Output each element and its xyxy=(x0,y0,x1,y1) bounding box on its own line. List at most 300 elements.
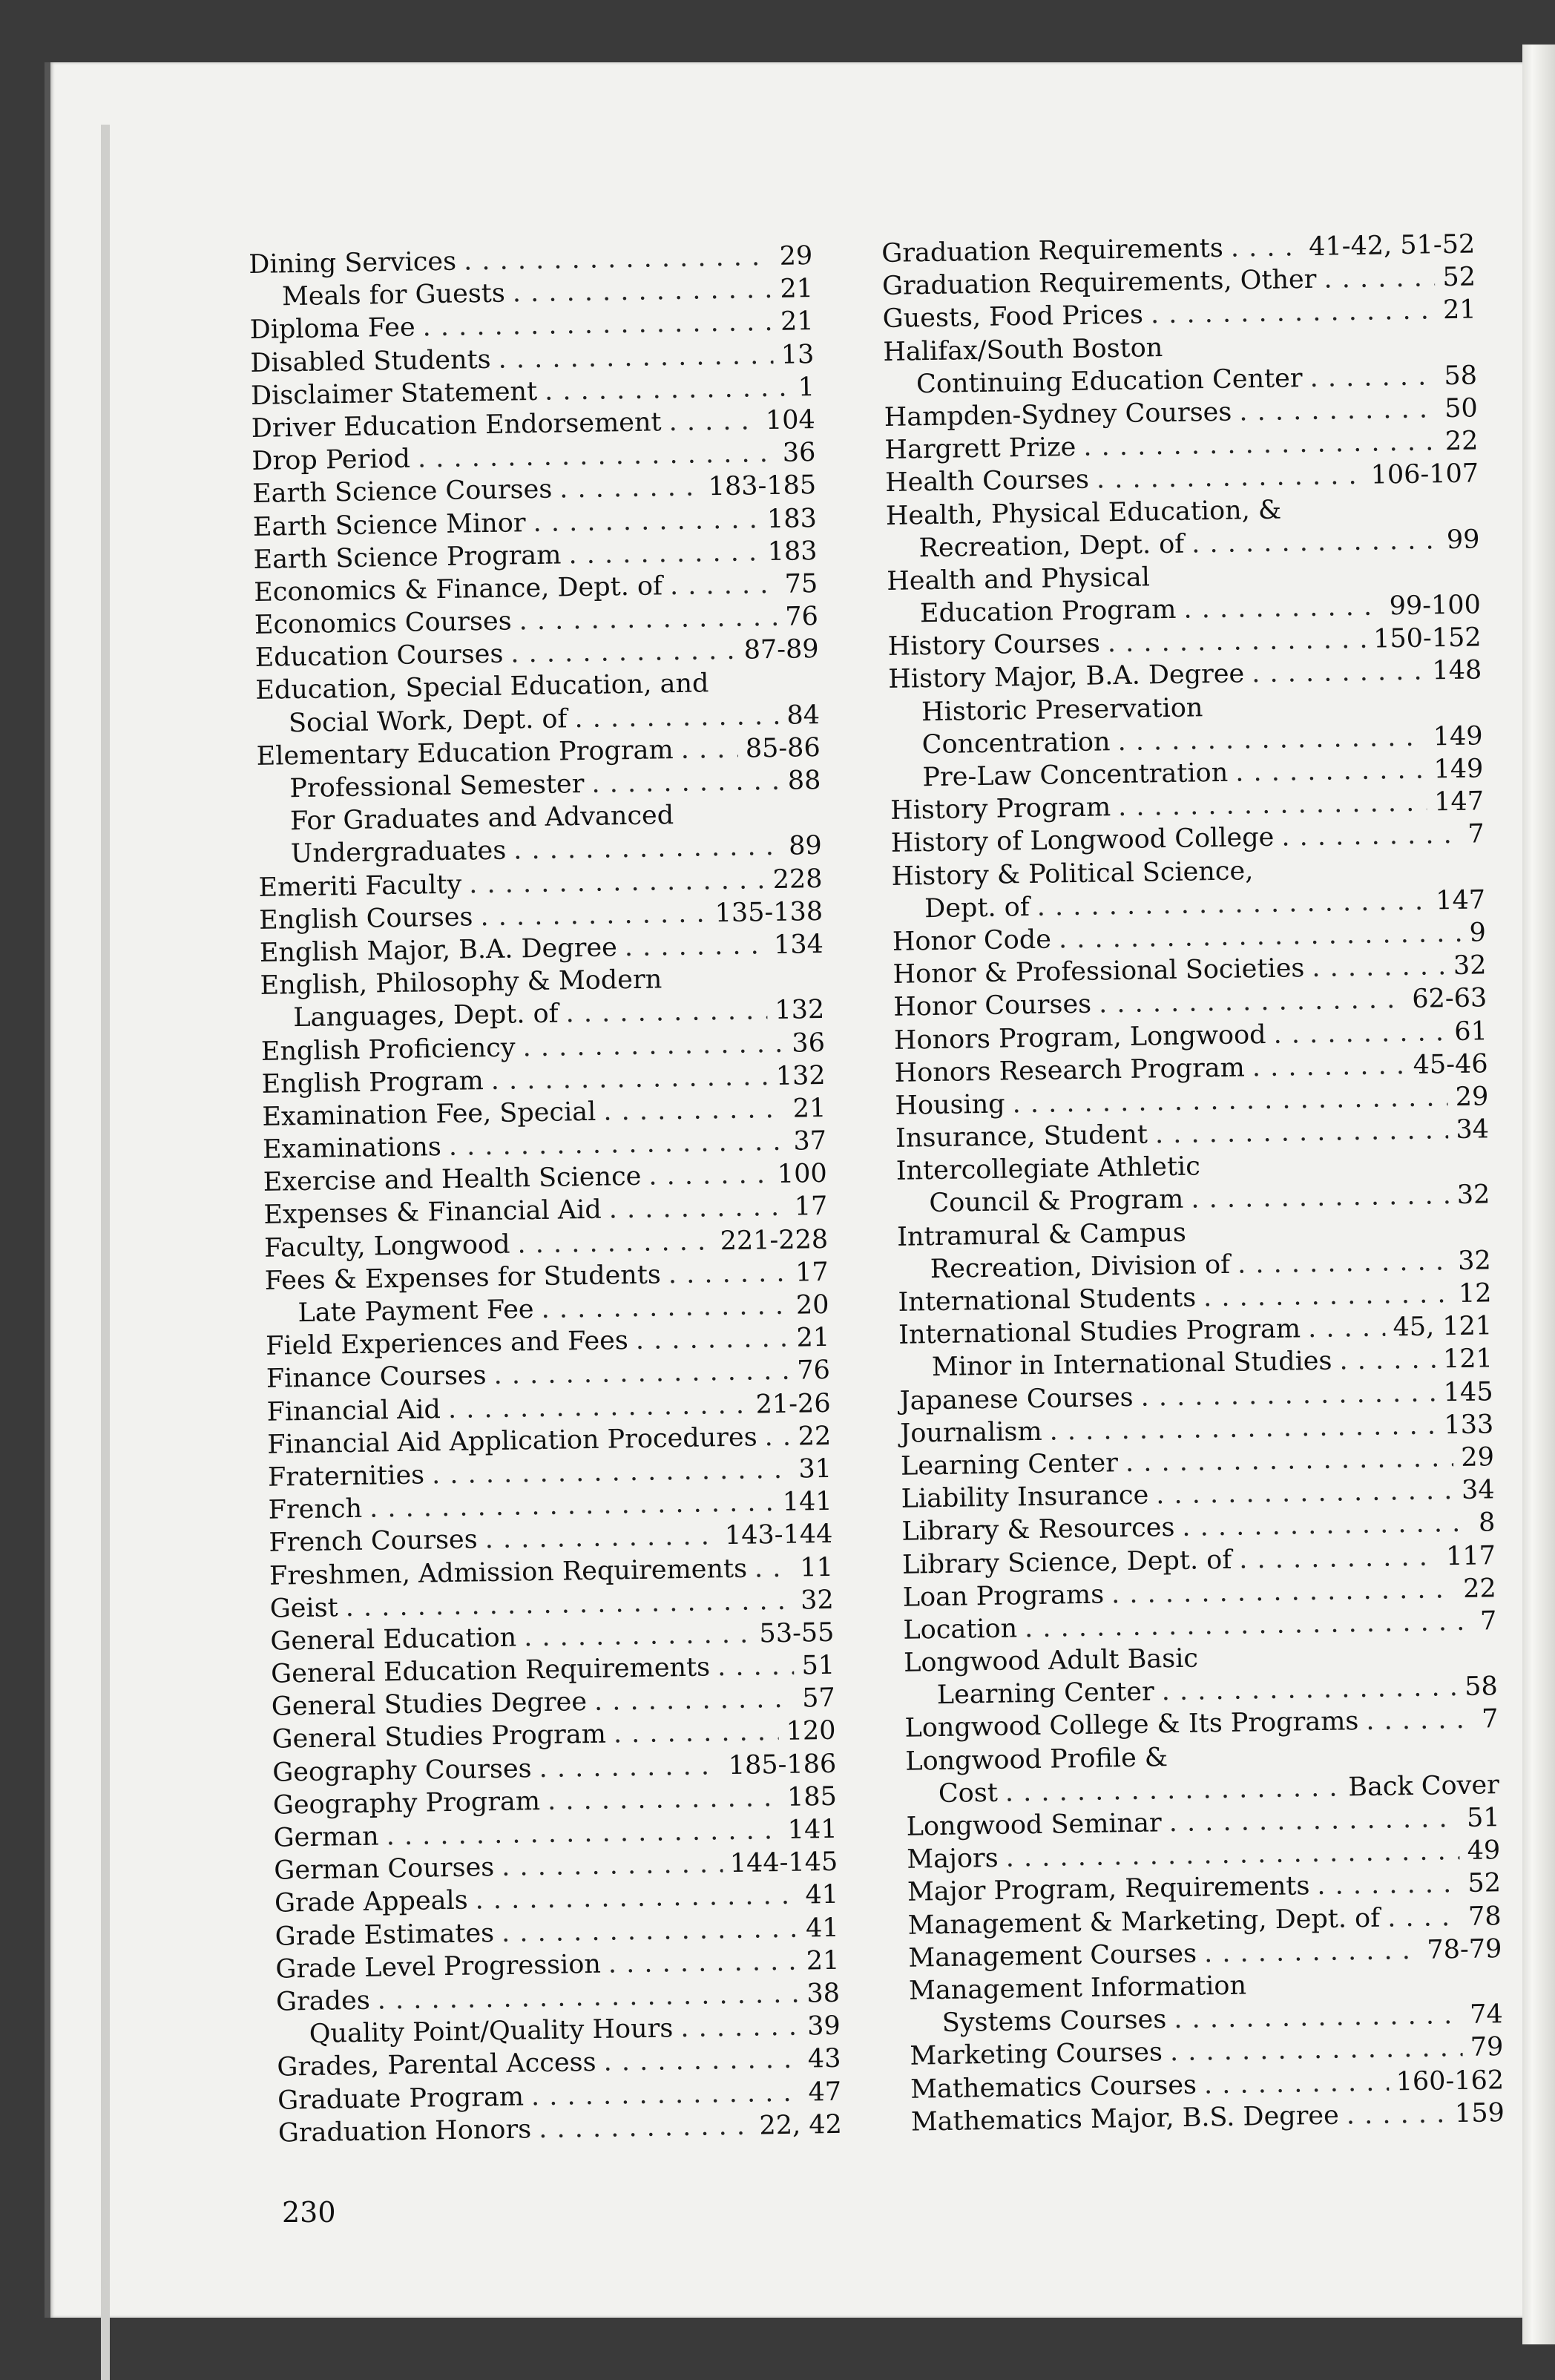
index-entry-pages: 185-186 xyxy=(728,1749,837,1781)
index-entry-label: French xyxy=(268,1493,363,1525)
index-entry-label: Economics Courses xyxy=(254,606,512,640)
dot-leader xyxy=(545,371,791,407)
dot-leader xyxy=(1317,1867,1461,1902)
index-entry-label: Grade Appeals xyxy=(274,1886,468,1919)
index-entry-label: Location xyxy=(903,1614,1018,1646)
index-entry-pages: 87-89 xyxy=(743,634,819,665)
index-entry-label: English Major, B.A. Degree xyxy=(259,933,618,968)
dot-leader xyxy=(548,1781,780,1818)
index-entry-label: Health and Physical xyxy=(886,562,1151,596)
index-entry-pages: 13 xyxy=(780,339,815,370)
index-column-right xyxy=(881,228,1505,2138)
dot-leader xyxy=(418,437,776,476)
index-entry-label: Health Courses xyxy=(884,464,1090,499)
index-entry-label: Majors xyxy=(907,1843,999,1875)
index-entry-pages: 9 xyxy=(1469,918,1487,948)
index-entry-pages: 32 xyxy=(1457,1246,1492,1276)
index-entry-pages: 141 xyxy=(782,1486,832,1518)
index-entry-label: Longwood Seminar xyxy=(906,1808,1163,1842)
dot-leader xyxy=(539,2109,752,2146)
dot-leader xyxy=(1366,1703,1475,1738)
index-entry-pages: 51 xyxy=(801,1650,835,1681)
index-entry-label: Loan Programs xyxy=(902,1579,1105,1613)
index-entry-label: Mathematics Major, B.S. Degree xyxy=(910,2100,1340,2137)
index-entry-pages: 29 xyxy=(779,241,813,272)
index-entry-pages: 38 xyxy=(806,1978,841,2009)
index-entry-pages: 79 xyxy=(1470,2032,1504,2063)
dot-leader xyxy=(1204,1934,1420,1970)
index-entry-pages: 21 xyxy=(780,306,814,338)
index-entry-label: Fraternities xyxy=(267,1460,425,1493)
index-entry-label: Examinations xyxy=(262,1132,442,1165)
index-entry-pages: 183 xyxy=(767,536,818,567)
index-entry-pages: 7 xyxy=(1481,1704,1499,1735)
dot-leader xyxy=(1252,655,1425,691)
dot-leader xyxy=(1140,1376,1436,1413)
index-entry-label: Social Work, Dept. of xyxy=(288,703,568,738)
index-entry-pages: 21 xyxy=(1442,295,1476,326)
dot-leader xyxy=(1125,1442,1454,1479)
index-entry-label: Graduation Honors xyxy=(277,2114,532,2149)
index-entry-label: Intramural & Campus xyxy=(896,1217,1187,1252)
dot-leader xyxy=(1111,1573,1456,1611)
dot-leader xyxy=(519,601,778,638)
index-entry-label: German xyxy=(273,1821,379,1853)
index-entry-label: Guests, Food Prices xyxy=(882,300,1144,335)
index-entry-label: Graduate Program xyxy=(277,2081,525,2116)
index-entry-label: History Courses xyxy=(887,628,1101,663)
book-spine xyxy=(1522,45,1555,2344)
dot-leader xyxy=(432,1453,792,1492)
index-entry-pages: 74 xyxy=(1469,1999,1504,2030)
index-entry-pages: 47 xyxy=(808,2077,842,2107)
index-entry-label: Grades, Parental Access xyxy=(277,2048,596,2083)
index-entry-label: General Education xyxy=(270,1623,517,1657)
dot-leader xyxy=(1339,1344,1436,1378)
index-entry-pages: 150-152 xyxy=(1372,622,1482,654)
index-entry-pages: 62-63 xyxy=(1412,983,1487,1015)
index-entry-label: Library Science, Dept. of xyxy=(901,1545,1232,1580)
index-entry-label: Education Courses xyxy=(254,639,504,674)
index-entry-label: English, Philosophy & Modern xyxy=(260,964,663,1001)
index-entry-label: Economics & Finance, Dept. of xyxy=(253,571,663,608)
index-entry-label: History Major, B.A. Degree xyxy=(888,659,1245,695)
index-entry-label: Quality Point/Quality Hours xyxy=(309,2014,674,2050)
dot-leader xyxy=(1097,459,1364,496)
index-entry-pages: 143-144 xyxy=(724,1519,833,1551)
index-entry-label: Recreation, Division of xyxy=(930,1249,1231,1284)
dot-leader xyxy=(1174,1999,1463,2036)
index-entry-pages: 121 xyxy=(1442,1344,1493,1375)
dot-leader xyxy=(1161,1671,1457,1708)
index-entry-pages: 29 xyxy=(1461,1442,1495,1473)
index-entry-label: Japanese Courses xyxy=(899,1382,1134,1416)
dot-leader xyxy=(764,1420,791,1453)
dot-leader xyxy=(1324,261,1436,296)
dot-leader xyxy=(591,765,780,801)
index-entry-pages: 12 xyxy=(1458,1278,1492,1309)
dot-leader xyxy=(1191,1180,1450,1217)
dot-leader xyxy=(608,1945,800,1980)
index-entry-label: Recreation, Dept. of xyxy=(918,529,1185,563)
dot-leader xyxy=(1005,1771,1341,1809)
index-entry-label: Finance Courses xyxy=(266,1361,487,1395)
index-entry-pages: 45, 121 xyxy=(1393,1311,1493,1343)
index-entry-label: Earth Science Program xyxy=(253,540,562,575)
dot-leader xyxy=(568,536,760,571)
index-entry-pages: 61 xyxy=(1454,1016,1488,1047)
index-entry-pages: 145 xyxy=(1443,1376,1493,1407)
index-entry-pages: 58 xyxy=(1464,1671,1499,1703)
index-entry-label: Driver Education Endorsement xyxy=(251,407,662,444)
index-entry-label: Mathematics Courses xyxy=(910,2070,1197,2105)
dot-leader xyxy=(464,240,772,278)
dot-leader xyxy=(614,1715,779,1751)
index-entry-pages: 185 xyxy=(786,1781,838,1812)
index-entry-pages: 45-46 xyxy=(1413,1048,1488,1080)
index-entry-label: Historic Preservation xyxy=(921,692,1203,727)
index-entry-label: Earth Science Courses xyxy=(252,474,553,510)
index-entry-pages: 22 xyxy=(1444,426,1479,457)
index-entry-pages: 78-79 xyxy=(1427,1933,1502,1965)
index-entry-pages: 17 xyxy=(795,1257,829,1288)
index-entry-pages: 160-162 xyxy=(1395,2065,1505,2097)
index-entry-label: Education Program xyxy=(919,594,1177,629)
index-entry-label: Examination Fee, Special xyxy=(262,1097,596,1132)
dot-leader xyxy=(668,1257,788,1292)
dot-leader xyxy=(574,699,780,735)
index-entry-label: Honor & Professional Societies xyxy=(892,953,1305,990)
dot-leader xyxy=(493,1355,789,1392)
index-entry-label: Learning Center xyxy=(936,1677,1155,1711)
index-entry-pages: 228 xyxy=(772,864,823,895)
index-entry-pages: 37 xyxy=(793,1125,827,1157)
index-entry-label: Continuing Education Center xyxy=(915,363,1303,400)
index-entry-pages: 7 xyxy=(1479,1606,1497,1637)
index-entry-pages: 41 xyxy=(805,1913,839,1944)
dot-leader xyxy=(717,1650,795,1684)
index-entry-pages: 133 xyxy=(1444,1409,1494,1441)
dot-leader xyxy=(1083,425,1438,464)
dot-leader xyxy=(531,2076,801,2113)
index-entry-label: History of Longwood College xyxy=(890,823,1275,859)
index-entry-pages: 7 xyxy=(1467,819,1485,850)
index-entry-label: Graduation Requirements xyxy=(881,233,1224,269)
index-entry-pages: 36 xyxy=(792,1028,826,1059)
index-entry-label: Freshmen, Admission Requirements xyxy=(269,1554,748,1591)
index-entry-label: Concentration xyxy=(921,727,1111,760)
index-entry-label: Languages, Dept. of xyxy=(292,999,559,1033)
dot-leader xyxy=(1183,591,1382,626)
dot-leader xyxy=(1239,392,1438,428)
dot-leader xyxy=(635,1322,789,1357)
dot-leader xyxy=(448,1388,749,1426)
dot-leader xyxy=(1170,2031,1464,2068)
index-entry-pages: 147 xyxy=(1436,885,1486,916)
dot-leader xyxy=(1308,1312,1386,1346)
index-entry-pages: 50 xyxy=(1444,393,1479,424)
dot-leader xyxy=(484,1520,717,1556)
dot-leader xyxy=(1168,1802,1459,1839)
dot-leader xyxy=(502,1847,723,1884)
index-entry-pages: 106-107 xyxy=(1370,458,1479,490)
index-entry-label: Exercise and Health Science xyxy=(263,1162,642,1198)
index-entry-label: History Program xyxy=(890,792,1111,826)
index-entry-pages: 100 xyxy=(777,1159,827,1190)
dot-leader xyxy=(480,897,708,933)
index-entry-label: Dept. of xyxy=(924,892,1030,924)
index-entry-label: Hampden-Sydney Courses xyxy=(884,397,1232,433)
index-entry-pages: 58 xyxy=(1444,361,1478,391)
index-entry-label: Honor Courses xyxy=(892,989,1092,1023)
index-entry-pages: 32 xyxy=(1456,1180,1490,1211)
index-entry-label: Insurance, Student xyxy=(895,1120,1148,1154)
index-entry-pages: 22, 42 xyxy=(759,2109,843,2141)
index-entry-label: English Program xyxy=(261,1065,484,1099)
index-entry-label: Honors Research Program xyxy=(894,1053,1246,1088)
index-entry-pages: 76 xyxy=(785,602,819,632)
index-entry-pages: 120 xyxy=(786,1716,836,1747)
index-entry-label: Longwood Profile & xyxy=(904,1742,1168,1777)
index-entry-label: Education, Special Education, and xyxy=(255,668,709,706)
dot-leader xyxy=(1203,1278,1451,1314)
index-entry-pages: 221-228 xyxy=(720,1224,829,1256)
dot-leader xyxy=(1235,754,1427,789)
index-entry-pages: 85-86 xyxy=(745,732,821,764)
dot-leader xyxy=(1182,1507,1471,1544)
dot-leader xyxy=(1108,623,1367,660)
index-entry-pages: 144-145 xyxy=(729,1847,838,1879)
index-entry-label: Library & Resources xyxy=(901,1513,1175,1548)
dot-leader xyxy=(475,1879,798,1917)
index-entry-label: International Studies Program xyxy=(898,1314,1301,1351)
dot-leader xyxy=(498,338,774,375)
index-entry-label: Management & Marketing, Dept. of xyxy=(907,1903,1381,1941)
index-entry-label: Intercollegiate Athletic xyxy=(895,1151,1201,1187)
index-entry-label: Health, Physical Education, & xyxy=(885,495,1282,531)
dot-leader xyxy=(1281,818,1461,854)
index-entry-label: Meals for Guests xyxy=(281,278,506,312)
dot-leader xyxy=(522,1027,784,1064)
index-entry-label: German Courses xyxy=(274,1853,495,1886)
index-entry-pages: 21 xyxy=(796,1323,830,1353)
dot-leader xyxy=(1230,231,1301,265)
index-entry-label: English Proficiency xyxy=(260,1032,516,1067)
index-entry-pages: 132 xyxy=(775,1060,826,1091)
dot-leader xyxy=(755,1551,793,1585)
index-entry-label: Longwood Adult Basic xyxy=(903,1643,1199,1678)
dot-leader xyxy=(422,306,773,344)
index-entry-pages: 17 xyxy=(794,1191,828,1223)
index-entry-pages: 21 xyxy=(792,1093,826,1124)
index-entry-label: Elementary Education Program xyxy=(256,734,674,772)
index-entry-pages: 84 xyxy=(786,700,821,731)
dot-leader xyxy=(533,503,760,539)
dot-leader xyxy=(517,1225,713,1260)
index-entry-pages: 49 xyxy=(1467,1835,1501,1867)
index-entry-pages: 51 xyxy=(1466,1803,1500,1833)
dot-leader xyxy=(1239,1540,1439,1576)
index-entry-label: History & Political Science, xyxy=(891,855,1254,892)
index-entry-label: Expenses & Financial Aid xyxy=(263,1195,602,1231)
index-entry-label: Financial Aid xyxy=(266,1394,441,1427)
dot-leader xyxy=(668,404,758,438)
index-entry-label: Grades xyxy=(275,1985,371,2017)
index-entry-pages: 104 xyxy=(765,404,816,436)
index-entry-label: Geography Courses xyxy=(272,1753,532,1788)
index-entry-pages: 78 xyxy=(1467,1901,1502,1932)
index-entry-label: Drop Period xyxy=(252,444,411,477)
index-entry-label: Honor Code xyxy=(892,924,1052,957)
index-entry-label: General Education Requirements xyxy=(270,1652,711,1689)
dot-leader xyxy=(680,733,738,766)
dot-leader xyxy=(1191,524,1439,560)
dot-leader xyxy=(1312,950,1446,984)
index-column-left xyxy=(249,240,842,2149)
index-entry-label: Undergraduates xyxy=(290,836,507,870)
index-entry-pages: 22 xyxy=(798,1421,832,1452)
index-entry-pages: 31 xyxy=(798,1453,832,1485)
page-number: 230 xyxy=(282,2196,336,2229)
dot-leader xyxy=(565,994,768,1030)
dot-leader xyxy=(608,1191,787,1226)
index-entry-label: General Studies Program xyxy=(272,1720,607,1755)
index-entry-pages: 21 xyxy=(806,1945,840,1976)
dot-leader xyxy=(1273,1016,1447,1051)
dot-leader xyxy=(603,2043,800,2079)
index-entry-pages: 148 xyxy=(1432,655,1482,686)
index-entry-label: Late Payment Fee xyxy=(297,1295,534,1329)
index-entry-label: Dining Services xyxy=(249,246,457,280)
index-entry-label: French Courses xyxy=(269,1525,479,1559)
index-entry-label: Earth Science Minor xyxy=(252,507,526,542)
index-entry-label: For Graduates and Advanced xyxy=(289,801,674,837)
dot-leader xyxy=(1387,1901,1462,1935)
index-entry-pages: 8 xyxy=(1478,1508,1496,1538)
dot-leader xyxy=(680,2011,800,2045)
dot-leader xyxy=(1099,983,1405,1021)
index-entry-pages: 41-42, 51-52 xyxy=(1308,229,1476,262)
index-entry-pages: 11 xyxy=(800,1552,834,1583)
dot-leader xyxy=(1117,720,1426,758)
index-entry-pages: 21 xyxy=(780,274,814,304)
index-entry-label: Management Information xyxy=(908,1970,1247,2006)
index-entry-pages: 147 xyxy=(1433,786,1485,818)
index-entry-pages: 135-138 xyxy=(714,896,823,928)
dot-leader xyxy=(1118,786,1427,824)
dot-leader xyxy=(448,1125,786,1163)
index-entry-label: Systems Courses xyxy=(941,2005,1167,2039)
dot-leader xyxy=(541,1289,789,1326)
index-entry-label: Council & Program xyxy=(929,1185,1184,1219)
dot-leader xyxy=(1252,1049,1406,1084)
index-entry-label: Emeriti Faculty xyxy=(258,870,462,903)
dot-leader xyxy=(513,830,782,867)
index-entry-pages: 20 xyxy=(795,1289,829,1321)
index-entry-pages: 149 xyxy=(1433,721,1483,752)
index-entry-pages: 53-55 xyxy=(759,1617,835,1649)
dot-leader xyxy=(1346,2097,1447,2131)
index-entry-label: International Students xyxy=(898,1283,1197,1318)
index-entry-pages: 132 xyxy=(775,995,825,1026)
dot-leader xyxy=(469,864,766,901)
index-entry-label: Geist xyxy=(269,1593,339,1624)
index-entry-label: Major Program, Requirements xyxy=(907,1871,1310,1908)
index-entry-pages: 57 xyxy=(801,1683,836,1714)
index-entry-pages: 76 xyxy=(796,1355,831,1386)
dot-leader xyxy=(1309,360,1437,395)
index-entry-pages: 21-26 xyxy=(755,1388,831,1420)
index-entry-pages: 43 xyxy=(807,2044,841,2074)
index-entry-label: Longwood College & Its Programs xyxy=(904,1706,1359,1744)
dot-leader xyxy=(502,1912,799,1949)
index-entry-label: Honors Program, Longwood xyxy=(893,1019,1266,1056)
index-entry-label: Journalism xyxy=(900,1416,1042,1449)
index-entry-pages: 183-185 xyxy=(708,470,817,502)
index-entry-label: Disclaimer Statement xyxy=(250,376,538,411)
index-entry-pages: 41 xyxy=(805,1880,839,1910)
index-entry-pages: 99-100 xyxy=(1389,590,1482,622)
index-entry-label: Faculty, Longwood xyxy=(263,1229,510,1263)
index-entry-label: Disabled Students xyxy=(250,344,491,378)
dot-leader xyxy=(512,273,772,310)
index-entry-pages: 32 xyxy=(800,1585,835,1616)
dot-leader xyxy=(1155,1114,1449,1151)
index-entry-label: Pre-Law Concentration xyxy=(922,757,1229,793)
index-entry-pages: Back Cover xyxy=(1347,1769,1500,1803)
index-entry-label: Housing xyxy=(895,1089,1005,1121)
index-entry-label: Learning Center xyxy=(900,1448,1119,1482)
index-entry-label: Hargrett Prize xyxy=(884,433,1076,466)
index-entry-label: Liability Insurance xyxy=(901,1480,1149,1514)
index-entry-pages: 99 xyxy=(1446,525,1480,555)
index-entry-label: Halifax/South Boston xyxy=(883,332,1163,367)
index-entry-pages: 141 xyxy=(787,1814,838,1845)
dot-leader xyxy=(670,568,778,602)
index-entry-pages: 88 xyxy=(787,765,821,796)
index-entry-pages: 52 xyxy=(1442,262,1476,293)
index-entry-pages: 149 xyxy=(1433,754,1484,785)
dot-leader xyxy=(1237,1245,1451,1281)
page-edge xyxy=(101,125,110,2380)
dot-leader xyxy=(603,1093,786,1128)
index-entry-pages: 34 xyxy=(1456,1114,1490,1145)
index-entry-label: Professional Semester xyxy=(289,769,585,804)
index-entry-pages: 1 xyxy=(798,372,815,403)
index-entry-label: English Courses xyxy=(258,902,473,936)
dot-leader xyxy=(648,1158,770,1193)
dot-leader xyxy=(1204,2065,1389,2101)
index-entry-pages: 75 xyxy=(784,568,818,599)
dot-leader xyxy=(510,634,737,671)
dot-leader xyxy=(539,1749,721,1785)
dot-leader xyxy=(1156,1474,1455,1512)
index-entry-label: General Studies Degree xyxy=(271,1687,588,1723)
index-entry-label: Diploma Fee xyxy=(249,312,415,346)
index-entry-pages: 52 xyxy=(1467,1868,1502,1899)
index-entry-pages: 89 xyxy=(788,831,823,862)
index-entry-pages: 32 xyxy=(1453,950,1487,982)
index-entry-label: Grade Level Progression xyxy=(275,1949,602,1985)
index-entry-label: Minor in International Studies xyxy=(931,1347,1332,1383)
index-entry-label: Grade Estimates xyxy=(274,1918,495,1952)
index-entry-pages: 39 xyxy=(806,2011,841,2042)
index-entry-label: Graduation Requirements, Other xyxy=(881,264,1317,302)
index-entry-pages: 22 xyxy=(1462,1573,1497,1604)
index-entry-pages: 29 xyxy=(1455,1082,1489,1112)
dot-leader xyxy=(1151,295,1436,332)
index-entry-label: Management Courses xyxy=(908,1939,1197,1973)
